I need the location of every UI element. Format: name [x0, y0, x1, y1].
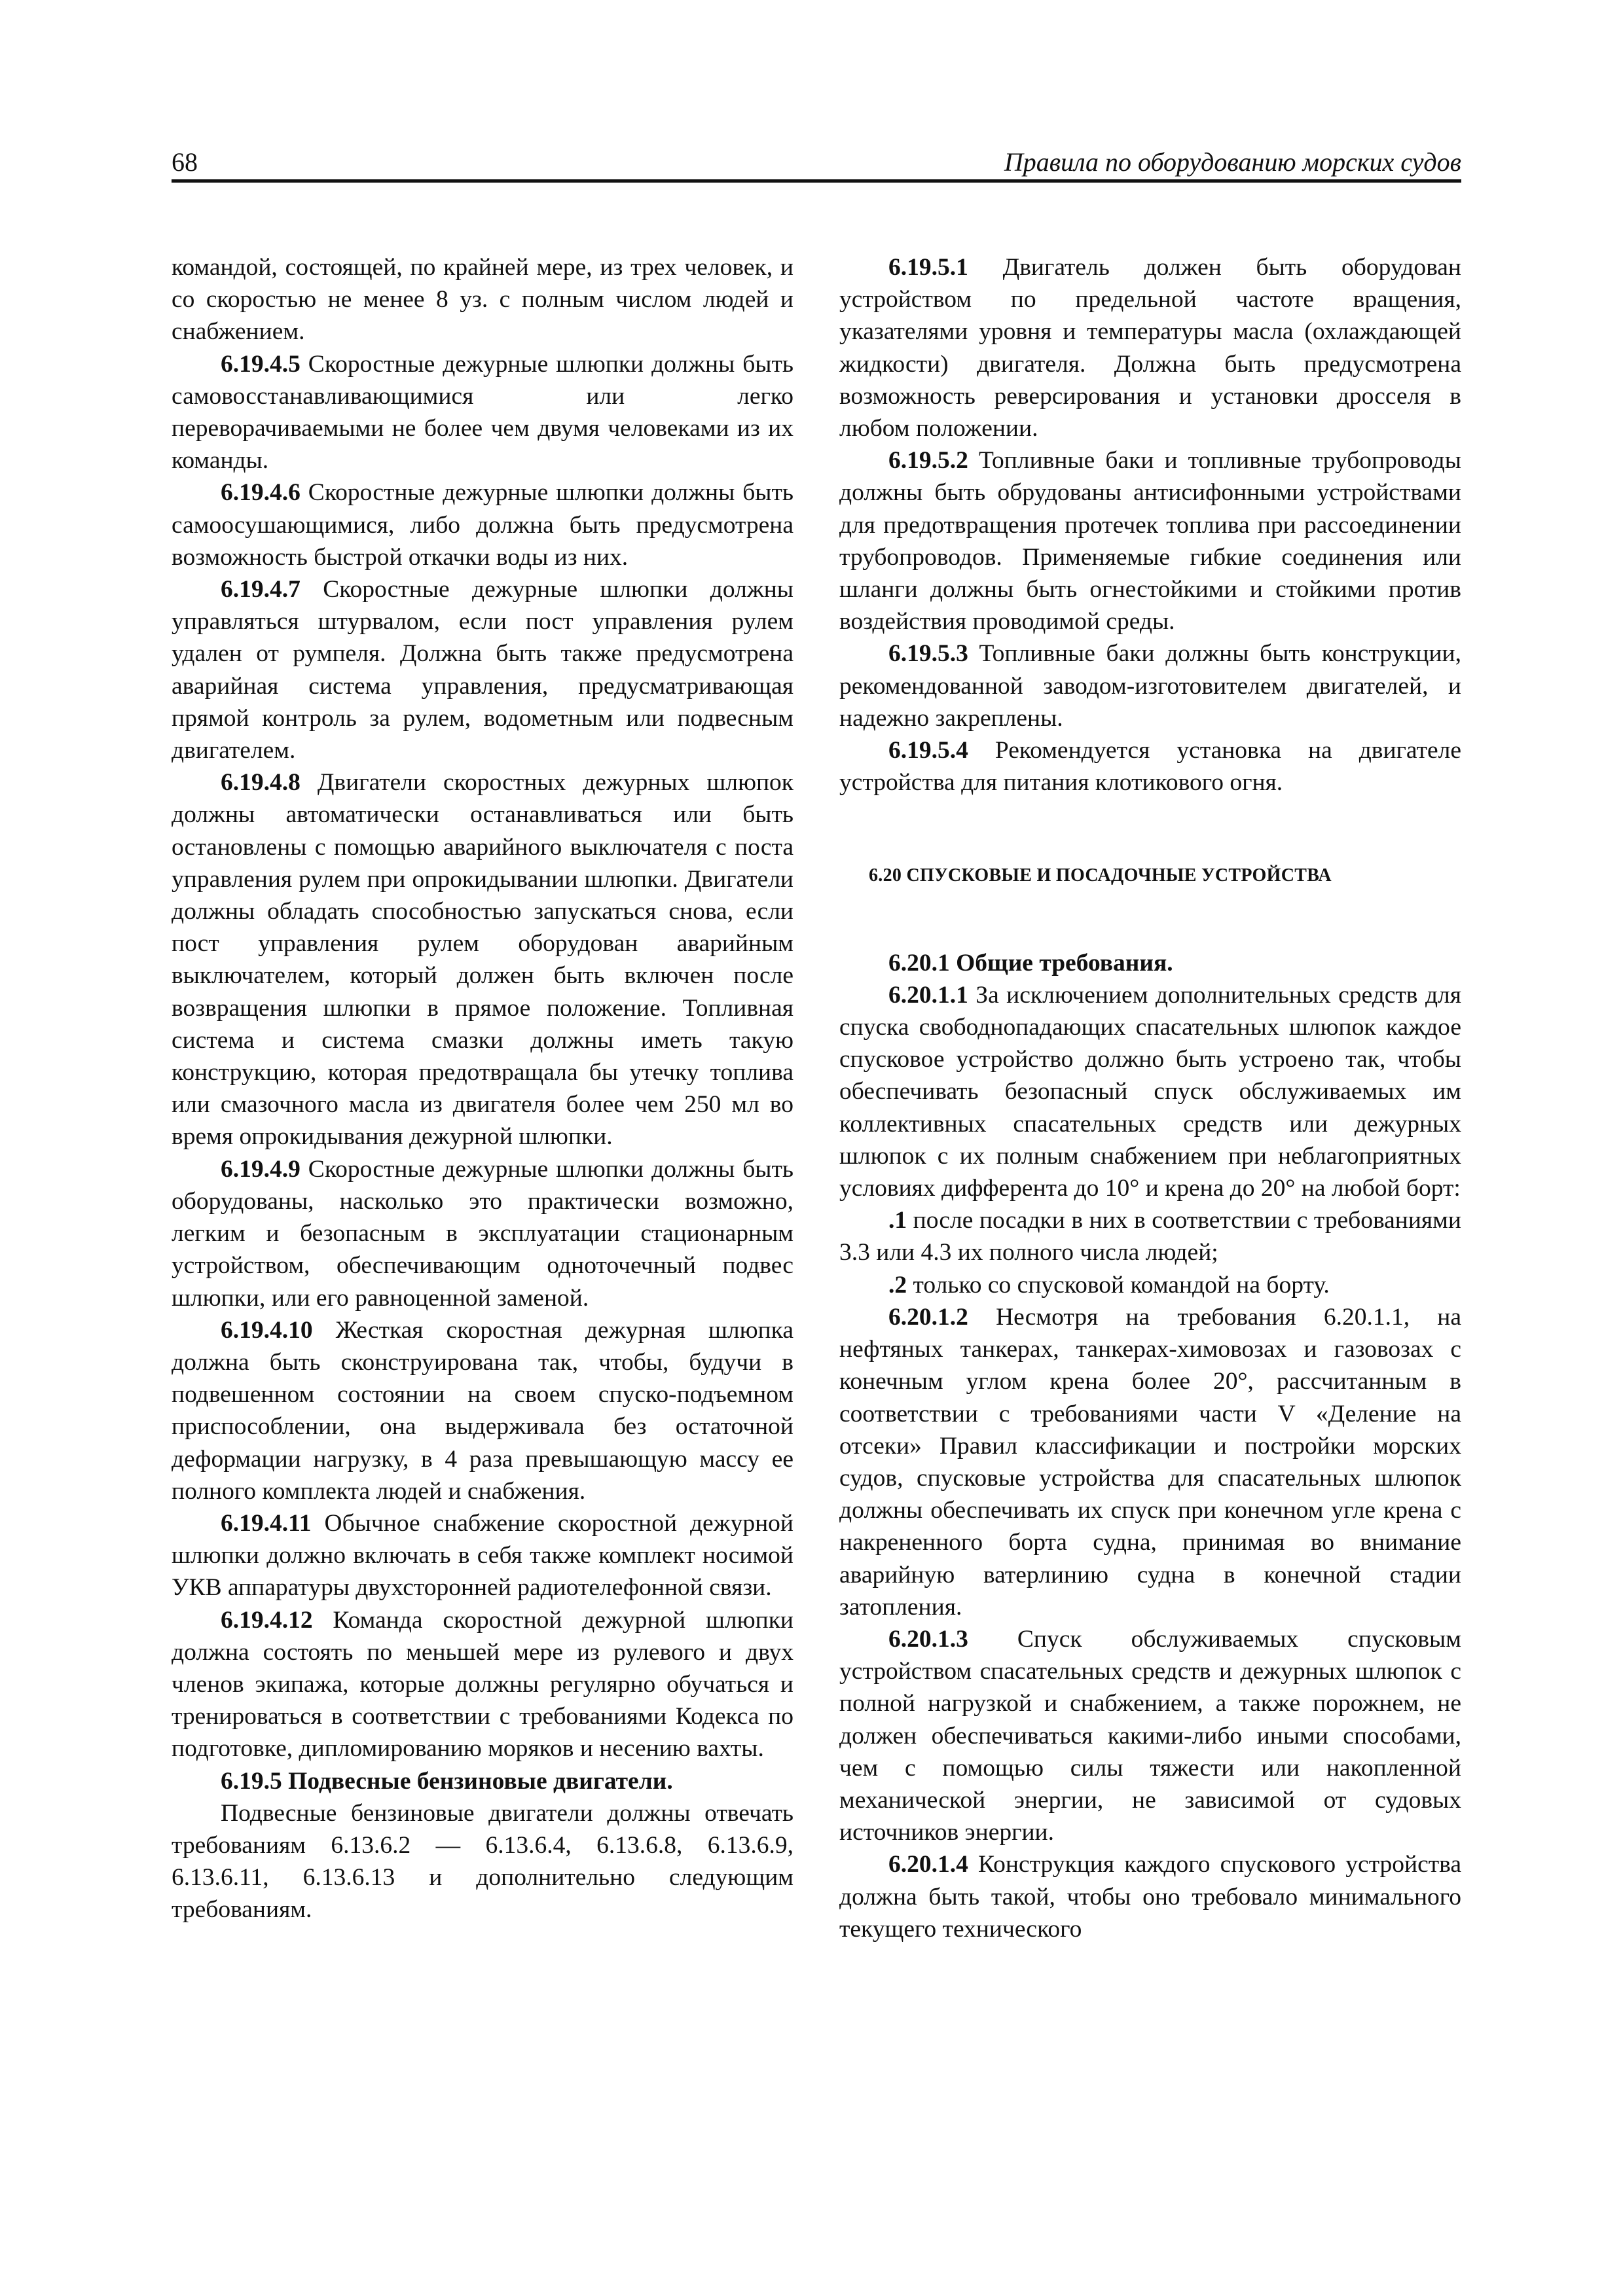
clause-6-19-5-1: [839, 251, 1461, 444]
list-item-text: после посадки в них в соответствии с требованиями 3.3 или 4.3 их полного числа людей;: [839, 1207, 1461, 1266]
clause-6-19-5-3: [839, 637, 1461, 734]
clause-6-20-1-1: [839, 979, 1461, 1204]
clause-6-19-4-8: [172, 766, 793, 1153]
clause-text: Команда скоростной дежурной шлюпки должна состоять по меньшей мере из рулевого и двух членов экипажа, которые должны регулярно обучаться и тренироваться в соответствии с требованиями Кодекса по подготовке, дипломированию моряков и несению вахты.: [172, 1606, 793, 1763]
clause-text: Двигатель должен быть оборудован устройством по предельной частоте вращения, указателями уровня и температуры масла (охлаждающей жидкости) двигателя. Должна быть предусмотрена возможность реверсирования и установки дросселя в любом положении.: [839, 254, 1461, 442]
section-heading: 6.20 СПУСКОВЫЕ И ПОСАДОЧНЫЕ УСТРОЙСТВА: [869, 865, 1332, 886]
paragraph-text: командой, состоящей, по крайней мере, из трех человек, и со скоростью не менее 8 уз. с полным числом людей и снабжением.: [172, 254, 793, 346]
paragraph-text: Подвесные бензиновые двигатели должны отвечать требованиям 6.13.6.2 — 6.13.6.4, 6.13.6.8, 6.13.6.9, 6.13.6.11, 6.13.6.13 и дополнительно следующим требованиям.: [172, 1799, 793, 1924]
clause-number: 6.19.4.10: [221, 1316, 313, 1344]
list-marker: .2: [888, 1271, 907, 1299]
clause-number: 6.20.1.1: [888, 981, 968, 1009]
clause-number: 6.19.4.6: [221, 479, 301, 507]
clause-text: Спуск обслуживаемых спусковым устройством спасательных средств и дежурных шлюпок с полной нагрузкой и снабжением, а также порожнем, не должен обеспечиваться какими-либо иными способами, чем с помощью силы тяжести или накопленной механической энергии, не зависимой от судовых источников энергии.: [839, 1625, 1461, 1846]
clause-6-19-5-4: [839, 734, 1461, 798]
clause-number: 6.19.4.7: [221, 576, 301, 603]
clause-number: 6.19.4.8: [221, 769, 301, 797]
clause-text: За исключением дополнительных средств для спуска свободнопадающих спасательных шлюпок каждое спусковое устройство должно быть устроено так, чтобы обеспечивать безопасный спуск обслуживаемых им коллективных спасательных средств или дежурных шлюпок с их полным снабжением при неблагоприятных условиях дифферента до 10° и крена до 20° на любой борт:: [839, 981, 1461, 1202]
clause-text: Жесткая скоростная дежурная шлюпка должна быть сконструирована так, чтобы, будучи в подвешенном состоянии на своем спуско-подъемном приспособлении, она выдерживала без остаточной деформации нагрузку, в 4 раза превышающую массу ее полного комплекта людей и снабжения.: [172, 1316, 793, 1505]
clause-6-19-4-11: [172, 1507, 793, 1604]
clause-number: 6.19.4.5: [221, 350, 301, 378]
clause-text: Скоростные дежурные шлюпки должны быть самоосушающимися, либо должна быть предусмотрена возможность быстрой откачки воды из них.: [172, 479, 793, 571]
clause-text: Топливные баки должны быть конструкции, рекомендованной заводом-изготовителем двигателей, и надежно закреплены.: [839, 640, 1461, 732]
clause-6-20-1-3: [839, 1623, 1461, 1848]
clause-number: 6.20.1.3: [888, 1625, 968, 1653]
subsection-6-20-1-heading: [839, 947, 1461, 979]
page-number: 68: [172, 147, 198, 177]
right-column: [839, 251, 1461, 1945]
paragraph-outboard-engines: [172, 1797, 793, 1926]
clause-6-20-1-4: [839, 1848, 1461, 1945]
clause-number: 6.19.4.9: [221, 1155, 301, 1183]
clause-number: 6.20.1.2: [888, 1303, 968, 1331]
running-title: Правила по оборудованию морских судов: [1004, 147, 1461, 177]
clause-6-19-4-5: [172, 348, 793, 477]
clause-text: Двигатели скоростных дежурных шлюпок должны автоматически останавливаться или быть остановлены с помощью аварийного выключателя с поста управления рулем при опрокидывании шлюпки. Двигатели должны обладать способностью запускаться снова, если пост управления рулем оборудован аварийным выключателем, который должен быть включен после возвращения шлюпки в прямое положение. Топливная система и система смазки должны иметь такую конструкцию, которая предотвращала бы утечку топлива или смазочного масла из двигателя более чем 250 мл во время опрокидывания дежурной шлюпки.: [172, 769, 793, 1151]
clause-number: 6.19.5.3: [888, 640, 968, 668]
clause-number: 6.19.5.1: [888, 254, 968, 281]
subsection-6-19-5-heading: [172, 1765, 793, 1797]
clause-number: 6.20.1.4: [888, 1851, 968, 1878]
list-item-1: [839, 1204, 1461, 1268]
clause-text: Конструкция каждого спускового устройства должна быть такой, чтобы оно требовало минимального текущего технического: [839, 1851, 1461, 1943]
paragraph-continuation: [172, 251, 793, 348]
subsection-heading: 6.19.5 Подвесные бензиновые двигатели.: [221, 1767, 673, 1795]
header-rule: [172, 179, 1461, 183]
clause-text: Скоростные дежурные шлюпки должны быть оборудованы, насколько это практически возможно, легким и безопасным в эксплуатации стационарным устройством, обеспечивающим одноточечный подвес шлюпки, или его равноценной заменой.: [172, 1155, 793, 1312]
clause-text: Несмотря на требования 6.20.1.1, на нефтяных танкерах, танкерах-химовозах и газовозах с конечным углом крена более 20°, рассчитанным в соответствии с требованиями части V «Деление на отсеки» Правил классификации и постройки морских судов, спусковые устройства для спасательных шлюпок должны обеспечивать их спуск при конечном угле крена с накрененного борта судна, принимая во внимание аварийную ватерлинию судна в конечной стадии затопления.: [839, 1303, 1461, 1621]
clause-number: 6.19.5.2: [888, 447, 968, 475]
clause-6-19-4-6: [172, 476, 793, 573]
clause-6-20-1-2: [839, 1301, 1461, 1623]
page-header: [172, 143, 1461, 183]
clause-number: 6.19.4.12: [221, 1606, 313, 1634]
clause-text: Рекомендуется установка на двигателе устройства для питания клотикового огня.: [839, 737, 1461, 797]
clause-6-19-4-7: [172, 573, 793, 766]
clause-text: Скоростные дежурные шлюпки должны быть самовосстанавливающимися или легко переворачиваемыми не более чем двумя человеками из их команды.: [172, 350, 793, 475]
left-column: [172, 251, 793, 1926]
clause-text: Топливные баки и топливные трубопроводы должны быть обрудованы антисифонными устройствами для предотвращения протечек топлива при рассоединении трубопроводов. Применяемые гибкие соединения или шланги должны быть огнестойкими и стойкими против воздействия проводимой среды.: [839, 447, 1461, 636]
clause-6-19-5-2: [839, 444, 1461, 637]
clause-number: 6.19.4.11: [221, 1509, 312, 1537]
subsection-heading: 6.20.1 Общие требования.: [888, 949, 1173, 977]
clause-number: 6.19.5.4: [888, 737, 968, 764]
clause-text: Обычное снабжение скоростной дежурной шлюпки должно включать в себя также комплект носимой УКВ аппаратуры двухсторонней радиотелефонной связи.: [172, 1509, 793, 1602]
list-item-text: только со спусковой командой на борту.: [907, 1271, 1330, 1299]
clause-6-19-4-12: [172, 1604, 793, 1765]
list-marker: .1: [888, 1207, 907, 1234]
clause-6-19-4-9: [172, 1153, 793, 1314]
clause-6-19-4-10: [172, 1314, 793, 1507]
clause-text: Скоростные дежурные шлюпки должны управляться штурвалом, если пост управления рулем удален от румпеля. Должна быть также предусмотрена аварийная система управления, предусматривающая прямой контроль за рулем, водометным или подвесным двигателем.: [172, 576, 793, 764]
list-item-2: [839, 1269, 1461, 1301]
